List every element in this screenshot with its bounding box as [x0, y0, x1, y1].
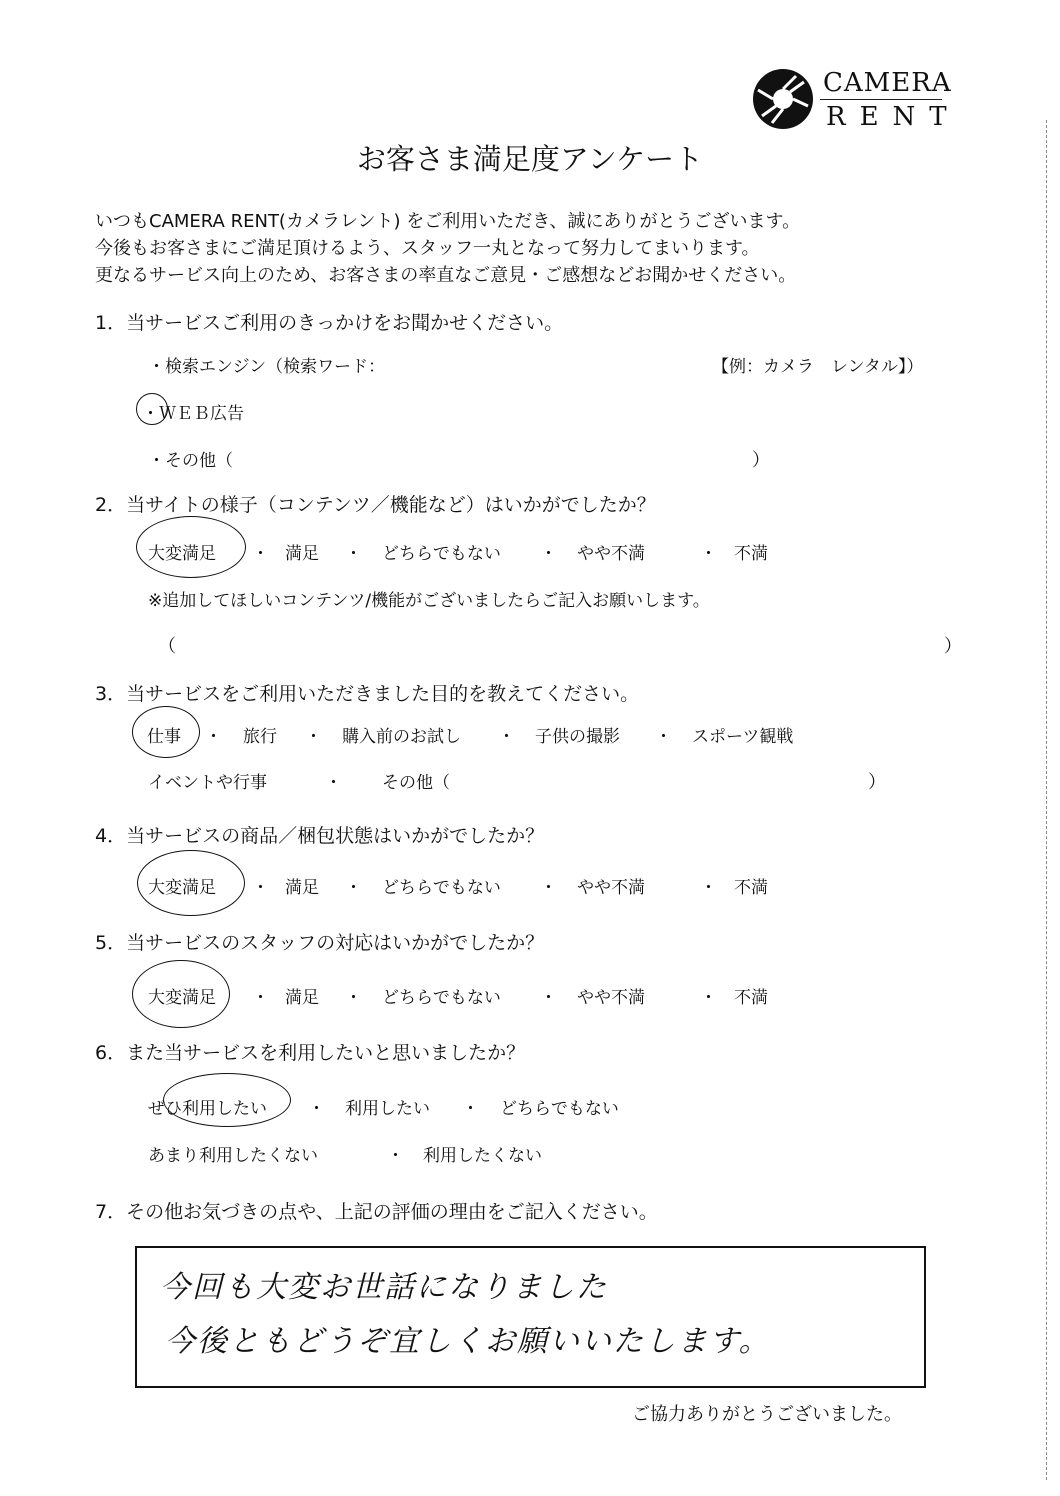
q6-option-yes[interactable]: 利用したい: [345, 1099, 430, 1119]
intro-line-2: 今後もお客さまにご満足頂けるよう、スタッフ一丸となって努力してまいります。: [95, 238, 760, 259]
question-1-label: 1．当サービスご利用のきっかけをお聞かせください。: [95, 312, 564, 334]
scan-edge-line: [1046, 120, 1047, 1480]
separator-dot: ・: [345, 544, 362, 564]
q3-option-trial[interactable]: 購入前のお試し: [342, 727, 461, 747]
q2-option-dissatisfied[interactable]: 不満: [734, 544, 768, 564]
q6-option-no[interactable]: 利用したくない: [423, 1146, 542, 1166]
q2-option-satisfied[interactable]: 満足: [285, 544, 319, 564]
intro-line-1: いつもCAMERA RENT(カメラレント) をご利用いただき、誠にありがとうございます。: [95, 211, 801, 232]
logo-text-camera: CAMERA: [823, 68, 952, 98]
q3-option-work[interactable]: 仕事: [147, 727, 181, 747]
selection-circle-q1: [136, 393, 168, 425]
q3-option-travel[interactable]: 旅行: [243, 727, 277, 747]
separator-dot: ・: [700, 544, 717, 564]
q4-option-satisfied[interactable]: 満足: [285, 878, 319, 898]
q1-option-web-ad[interactable]: ・ＷＥＢ広告: [142, 404, 244, 424]
separator-dot: ・: [655, 727, 672, 747]
q3-option-other[interactable]: その他（: [382, 773, 450, 793]
q1-option-search-engine[interactable]: ・検索エンジン（検索ワード：: [148, 357, 386, 377]
q1-other-close: ）: [752, 450, 770, 471]
q3-option-kids[interactable]: 子供の撮影: [535, 727, 620, 747]
q5-option-satisfied[interactable]: 満足: [285, 988, 319, 1008]
q6-option-neutral[interactable]: どちらでもない: [500, 1099, 619, 1119]
handwritten-comment-line-1: 今回も大変お世話になりました: [160, 1270, 608, 1305]
logo-divider: [820, 99, 942, 100]
q6-option-not-really[interactable]: あまり利用したくない: [148, 1146, 318, 1166]
q3-option-event[interactable]: イベントや行事: [148, 773, 267, 793]
separator-dot: ・: [308, 1099, 325, 1119]
q5-option-dissatisfied[interactable]: 不満: [734, 988, 768, 1008]
logo-text-rent: RENT: [826, 102, 961, 132]
q5-option-very-satisfied[interactable]: 大変満足: [148, 988, 216, 1008]
question-7-label: 7．その他お気づきの点や、上記の評価の理由をご記入ください。: [95, 1201, 658, 1223]
separator-dot: ・: [205, 727, 222, 747]
q1-option-other[interactable]: ・その他（: [148, 451, 233, 471]
question-4-label: 4．当サービスの商品／梱包状態はいかがでしたか？: [95, 825, 545, 847]
separator-dot: ・: [345, 878, 362, 898]
q6-option-definitely[interactable]: ぜひ利用したい: [148, 1099, 267, 1119]
question-3-label: 3．当サービスをご利用いただきました目的を教えてください。: [95, 683, 640, 705]
q2-field-open: （: [158, 636, 176, 657]
q2-option-very-satisfied[interactable]: 大変満足: [148, 544, 216, 564]
separator-dot: ・: [498, 727, 515, 747]
q2-option-neutral[interactable]: どちらでもない: [382, 544, 501, 564]
separator-dot: ・: [345, 988, 362, 1008]
q5-option-somewhat-dissatisfied[interactable]: やや不満: [577, 988, 645, 1008]
selection-circle-q5: [132, 960, 230, 1028]
separator-dot: ・: [700, 878, 717, 898]
q2-note: ※追加してほしいコンテンツ/機能がございましたらご記入お願いします。: [148, 591, 710, 611]
question-5-label: 5．当サービスのスタッフの対応はいかがでしたか？: [95, 932, 545, 954]
selection-circle-q6: [163, 1073, 291, 1127]
q4-option-somewhat-dissatisfied[interactable]: やや不満: [577, 878, 645, 898]
q4-option-dissatisfied[interactable]: 不満: [734, 878, 768, 898]
q2-option-somewhat-dissatisfied[interactable]: やや不満: [577, 544, 645, 564]
selection-circle-q4: [137, 850, 245, 916]
selection-circle-q3: [132, 706, 200, 758]
question-6-label: 6．また当サービスを利用したいと思いましたか？: [95, 1042, 526, 1064]
separator-dot: ・: [305, 727, 322, 747]
camera-shutter-icon: [752, 68, 814, 130]
q4-option-very-satisfied[interactable]: 大変満足: [148, 878, 216, 898]
separator-dot: ・: [387, 1146, 404, 1166]
q3-option-sports[interactable]: スポーツ観戦: [692, 727, 794, 747]
separator-dot: ・: [540, 878, 557, 898]
q3-other-close: ）: [868, 772, 886, 793]
q1-search-example: 【例：カメラ レンタル】）: [712, 357, 924, 377]
separator-dot: ・: [540, 988, 557, 1008]
separator-dot: ・: [325, 773, 342, 793]
closing-thanks: ご協力ありがとうございました。: [632, 1404, 902, 1425]
separator-dot: ・: [700, 988, 717, 1008]
separator-dot: ・: [252, 988, 269, 1008]
q5-option-neutral[interactable]: どちらでもない: [382, 988, 501, 1008]
separator-dot: ・: [252, 878, 269, 898]
separator-dot: ・: [540, 544, 557, 564]
intro-line-3: 更なるサービス向上のため、お客さまの率直なご意見・ご感想などお聞かせください。: [95, 265, 797, 286]
question-2-label: 2．当サイトの様子（コンテンツ／機能など）はいかがでしたか？: [95, 494, 656, 516]
q2-field-close: ）: [944, 636, 962, 657]
handwritten-comment-line-2: 今後ともどうぞ宜しくお願いいたします。: [165, 1324, 771, 1359]
selection-circle-q2: [136, 516, 246, 578]
separator-dot: ・: [252, 544, 269, 564]
page-title: お客さま満足度アンケート: [356, 142, 704, 176]
q4-option-neutral[interactable]: どちらでもない: [382, 878, 501, 898]
separator-dot: ・: [462, 1099, 479, 1119]
